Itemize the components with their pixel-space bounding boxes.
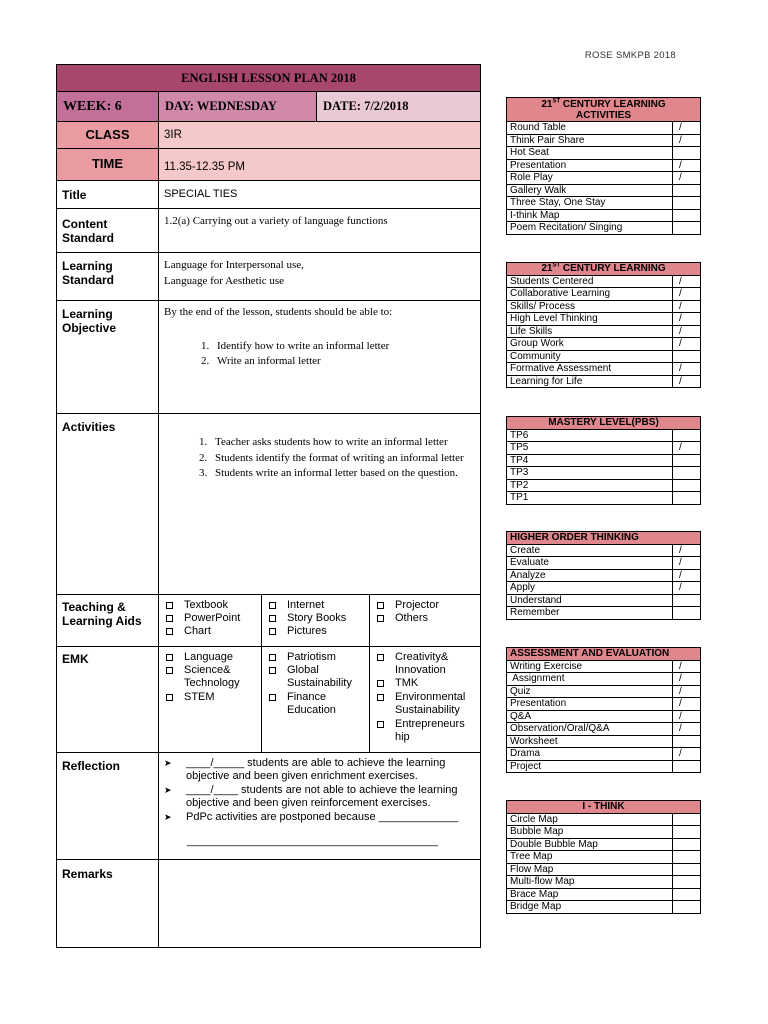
table-header — [507, 263, 701, 276]
table-row: Learning for Life / — [507, 375, 701, 388]
c21-activities-table — [506, 97, 701, 235]
check-mark[interactable] — [673, 607, 701, 620]
check-mark[interactable]: / — [672, 363, 700, 376]
reflection-blank-line: _________________________________________ — [187, 834, 438, 847]
check-mark[interactable] — [673, 863, 701, 876]
table-row: Gallery Walk — [507, 184, 701, 197]
check-mark[interactable]: / — [672, 300, 700, 313]
emk-label: EMK — [57, 646, 159, 752]
aids-column — [159, 595, 261, 646]
emk-option[interactable]: Global Sustainability — [268, 664, 364, 691]
table-row: Worksheet — [507, 735, 701, 748]
table-row: Remember — [507, 607, 701, 620]
activities-value — [159, 413, 481, 594]
checkbox-icon[interactable] — [269, 628, 276, 635]
reflection-label: Reflection — [57, 752, 159, 859]
table-row: TP1 — [507, 492, 701, 505]
checkbox-icon[interactable] — [269, 694, 276, 701]
table-row: Bubble Map — [507, 826, 701, 839]
list-item: 1. Teacher asks students how to write an informal letter — [210, 435, 475, 451]
aid-option[interactable]: Others — [376, 612, 475, 625]
table-row: Life Skills / — [507, 325, 701, 338]
check-mark[interactable]: / — [673, 134, 701, 147]
checkbox-icon[interactable] — [166, 628, 173, 635]
remarks-value[interactable] — [159, 859, 481, 947]
arrow-bullet-icon: ➤ — [164, 757, 172, 768]
aids-column — [261, 595, 369, 646]
table-row: Multi-flow Map — [507, 876, 701, 889]
assessment-rows — [507, 660, 701, 773]
check-mark[interactable]: / — [673, 122, 701, 135]
learning-objective-row — [57, 300, 481, 413]
aid-option[interactable]: Story Books — [268, 612, 364, 625]
check-mark[interactable] — [673, 209, 701, 222]
document-header: ROSE SMKPB 2018 — [584, 50, 676, 61]
check-mark[interactable] — [673, 851, 701, 864]
activities-label: Activities — [57, 413, 159, 594]
table-row: Evaluate / — [507, 557, 701, 570]
teaching-aids-row — [57, 594, 481, 646]
plan-title: ENGLISH LESSON PLAN 2018 — [57, 65, 481, 92]
c21-activities-title: 21ST CENTURY LEARNING ACTIVITIES — [507, 98, 701, 122]
check-mark[interactable] — [673, 594, 701, 607]
aid-option[interactable]: Projector — [376, 599, 475, 612]
check-mark[interactable]: / — [673, 748, 701, 761]
mastery-level-title: MASTERY LEVEL(PBS) — [507, 417, 701, 430]
check-mark[interactable] — [673, 735, 701, 748]
emk-option[interactable]: Creativity& Innovation — [376, 651, 475, 678]
check-mark[interactable]: / — [673, 698, 701, 711]
table-row: Community — [507, 350, 701, 363]
reflection-item: ➤ ____/____ students are not able to achieve the learning objective and been given reinforcement exercises. — [164, 783, 458, 810]
emk-option[interactable]: Entrepreneurs hip — [376, 718, 475, 745]
table-row: Think Pair Share / — [507, 134, 701, 147]
objective-list — [212, 339, 475, 371]
table-row: I-think Map — [507, 209, 701, 222]
table-row: Collaborative Learning / — [507, 288, 701, 301]
assessment-table — [506, 647, 701, 773]
table-row: Assignment / — [507, 673, 701, 686]
checkbox-icon[interactable] — [269, 667, 276, 674]
aid-option[interactable]: Internet — [268, 599, 364, 612]
c21-learning-title: 21ST CENTURY LEARNING — [507, 263, 701, 276]
day-cell: DAY: WEDNESDAY — [159, 92, 317, 122]
i-think-title: I - THINK — [507, 801, 701, 814]
i-think-rows — [507, 813, 701, 913]
list-item: 2. Students identify the format of writing an informal letter — [210, 451, 475, 467]
table-row: Group Work / — [507, 338, 701, 351]
checkbox-icon[interactable] — [269, 615, 276, 622]
check-mark[interactable] — [673, 147, 701, 160]
table-row: Skills/ Process / — [507, 300, 701, 313]
i-think-table — [506, 800, 701, 914]
higher-order-thinking-table — [506, 531, 701, 620]
teaching-aids-options — [159, 594, 481, 646]
checkbox-icon[interactable] — [377, 602, 384, 609]
check-mark[interactable]: / — [673, 723, 701, 736]
check-mark[interactable] — [673, 184, 701, 197]
table-row: High Level Thinking / — [507, 313, 701, 326]
content-standard-row — [57, 208, 481, 252]
aid-option[interactable]: Textbook — [165, 599, 256, 612]
check-mark[interactable]: / — [672, 313, 700, 326]
checkbox-icon[interactable] — [166, 667, 173, 674]
table-row: Quiz / — [507, 685, 701, 698]
check-mark[interactable]: / — [672, 275, 700, 288]
reflection-item: ➤ PdPc activities are postponed because _____________ — [164, 811, 459, 824]
checkbox-icon[interactable] — [269, 602, 276, 609]
checkbox-icon[interactable] — [377, 694, 384, 701]
list-item: 1. Identify how to write an informal letter — [212, 339, 475, 355]
arrow-bullet-icon: ➤ — [164, 784, 172, 795]
learning-standard-label: Learning Standard — [57, 252, 159, 300]
table-row: Create / — [507, 544, 701, 557]
table-header — [507, 98, 701, 122]
check-mark[interactable]: / — [673, 685, 701, 698]
table-row: TP2 — [507, 479, 701, 492]
check-mark[interactable]: / — [672, 442, 700, 455]
remarks-row — [57, 859, 481, 947]
check-mark[interactable] — [673, 222, 701, 235]
table-header — [507, 801, 701, 814]
table-row: Round Table / — [507, 122, 701, 135]
table-row: TP4 — [507, 454, 701, 467]
check-mark[interactable]: / — [673, 569, 701, 582]
check-mark[interactable]: / — [673, 582, 701, 595]
learning-standard-row — [57, 252, 481, 300]
learning-standard-line: Language for Aesthetic use — [164, 274, 285, 287]
check-mark[interactable]: / — [673, 172, 701, 185]
title-label: Title — [57, 180, 159, 208]
check-mark[interactable]: / — [672, 288, 700, 301]
check-mark[interactable] — [672, 454, 700, 467]
check-mark[interactable] — [673, 888, 701, 901]
c21-activities-rows — [507, 122, 701, 235]
table-row: Double Bubble Map — [507, 838, 701, 851]
week-cell: WEEK: 6 — [57, 92, 159, 122]
checkbox-icon[interactable] — [166, 602, 173, 609]
table-row: Drama / — [507, 748, 701, 761]
check-mark[interactable]: / — [672, 338, 700, 351]
reflection-item: ➤ ____/_____ students are able to achieve the learning objective and been given enrichment exercises. — [164, 756, 446, 783]
emk-option[interactable]: Patriotism — [268, 651, 364, 664]
remarks-label: Remarks — [57, 859, 159, 947]
time-label: TIME — [57, 148, 159, 180]
check-mark[interactable]: / — [673, 159, 701, 172]
emk-column — [369, 647, 480, 752]
table-row: Observation/Oral/Q&A / — [507, 723, 701, 736]
emk-option[interactable]: Science& Technology — [165, 664, 256, 691]
table-row: Role Play / — [507, 172, 701, 185]
check-mark[interactable] — [673, 901, 701, 914]
objective-intro: By the end of the lesson, students should be able to: — [164, 305, 393, 318]
teaching-aids-label: Teaching & Learning Aids — [57, 594, 159, 646]
assessment-title: ASSESSMENT AND EVALUATION — [507, 648, 701, 661]
table-row: Hot Seat — [507, 147, 701, 160]
checkbox-icon[interactable] — [377, 615, 384, 622]
learning-objective-value — [159, 300, 481, 413]
check-mark[interactable] — [673, 838, 701, 851]
table-row: Bridge Map — [507, 901, 701, 914]
checkbox-icon[interactable] — [166, 694, 173, 701]
check-mark[interactable] — [673, 760, 701, 773]
check-mark[interactable]: / — [673, 660, 701, 673]
time-row — [57, 148, 481, 180]
reflection-row — [57, 752, 481, 859]
table-row: Circle Map — [507, 813, 701, 826]
activities-row — [57, 413, 481, 594]
table-row: Formative Assessment / — [507, 363, 701, 376]
lesson-plan-table — [56, 64, 481, 948]
table-row: Analyze / — [507, 569, 701, 582]
emk-column — [159, 647, 261, 752]
aid-option[interactable]: Pictures — [268, 625, 364, 638]
activities-list — [192, 435, 475, 483]
table-row: Understand — [507, 594, 701, 607]
list-item: 3. Students write an informal letter based on the question. — [210, 466, 475, 482]
table-header — [507, 417, 701, 430]
check-mark[interactable]: / — [672, 325, 700, 338]
table-row: Presentation / — [507, 698, 701, 711]
table-row: TP5 / — [507, 442, 701, 455]
check-mark[interactable]: / — [673, 544, 701, 557]
learning-objective-label: Learning Objective — [57, 300, 159, 413]
checkbox-icon[interactable] — [377, 654, 384, 661]
c21-learning-rows — [507, 275, 701, 388]
table-row: Students Centered / — [507, 275, 701, 288]
table-row: Q&A / — [507, 710, 701, 723]
table-row: Poem Recitation/ Singing — [507, 222, 701, 235]
table-row: Tree Map — [507, 851, 701, 864]
aid-option[interactable]: PowerPoint — [165, 612, 256, 625]
checkbox-icon[interactable] — [166, 654, 173, 661]
arrow-bullet-icon: ➤ — [164, 812, 172, 823]
checkbox-icon[interactable] — [377, 721, 384, 728]
list-item: 2. Write an informal letter — [212, 354, 475, 370]
content-standard-label: Content Standard — [57, 208, 159, 252]
emk-option[interactable]: STEM — [165, 691, 256, 704]
week-row — [57, 92, 481, 122]
emk-options — [159, 646, 481, 752]
learning-standard-value — [159, 252, 481, 300]
mastery-level-table — [506, 416, 701, 505]
time-value: 11.35-12.35 PM — [159, 148, 481, 180]
reflection-value — [159, 752, 481, 859]
check-mark[interactable]: / — [672, 375, 700, 388]
checkbox-icon[interactable] — [269, 654, 276, 661]
table-row: Apply / — [507, 582, 701, 595]
emk-column — [261, 647, 369, 752]
check-mark[interactable]: / — [673, 710, 701, 723]
emk-option[interactable]: Language — [165, 651, 256, 664]
table-row: Project — [507, 760, 701, 773]
check-mark[interactable] — [672, 350, 700, 363]
date-cell: DATE: 7/2/2018 — [317, 92, 481, 122]
higher-order-thinking-title: HIGHER ORDER THINKING — [507, 532, 701, 545]
check-mark[interactable]: / — [673, 673, 701, 686]
table-row: Three Stay, One Stay — [507, 197, 701, 210]
class-row — [57, 122, 481, 149]
c21-learning-table — [506, 262, 701, 388]
higher-order-thinking-rows — [507, 544, 701, 619]
class-value: 3IR — [159, 122, 481, 149]
check-mark[interactable] — [672, 479, 700, 492]
mastery-level-rows — [507, 429, 701, 504]
plan-title-row — [57, 65, 481, 92]
emk-option[interactable]: Finance Education — [268, 691, 364, 718]
learning-standard-line: Language for Interpersonal use, — [164, 258, 304, 271]
check-mark[interactable] — [673, 876, 701, 889]
table-row: Presentation / — [507, 159, 701, 172]
table-row: TP3 — [507, 467, 701, 480]
table-header — [507, 532, 701, 545]
aids-column — [369, 595, 480, 646]
aid-option[interactable]: Chart — [165, 625, 256, 638]
check-mark[interactable] — [673, 197, 701, 210]
table-header — [507, 648, 701, 661]
check-mark[interactable] — [672, 467, 700, 480]
table-row: TP6 — [507, 429, 701, 442]
emk-row — [57, 646, 481, 752]
checkbox-icon[interactable] — [377, 680, 384, 687]
check-mark[interactable] — [673, 826, 701, 839]
emk-option[interactable]: Environmental Sustainability — [376, 691, 475, 718]
check-mark[interactable]: / — [673, 557, 701, 570]
check-mark[interactable] — [672, 492, 700, 505]
table-row: Brace Map — [507, 888, 701, 901]
checkbox-icon[interactable] — [166, 615, 173, 622]
class-label: CLASS — [57, 122, 159, 149]
table-row: Flow Map — [507, 863, 701, 876]
check-mark[interactable] — [672, 429, 700, 442]
table-row: Writing Exercise / — [507, 660, 701, 673]
title-value: SPECIAL TIES — [159, 180, 481, 208]
emk-option[interactable]: TMK — [376, 677, 475, 690]
check-mark[interactable] — [673, 813, 701, 826]
title-row — [57, 180, 481, 208]
content-standard-value: 1.2(a) Carrying out a variety of language functions — [159, 208, 481, 252]
